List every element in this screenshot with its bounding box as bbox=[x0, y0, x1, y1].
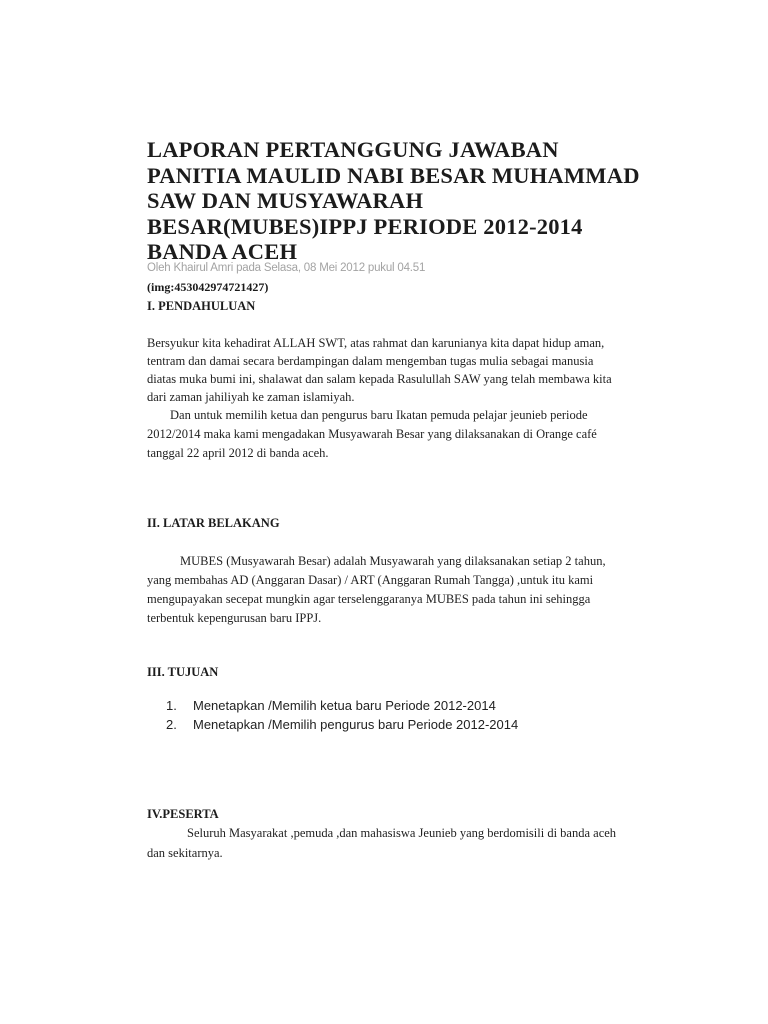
title-line: LAPORAN PERTANGGUNG JAWABAN bbox=[147, 137, 559, 162]
title-line: SAW DAN MUSYAWARAH bbox=[147, 188, 424, 213]
paragraph-line: diatas muka bumi ini, shalawat dan salam kepada Rasulullah SAW yang telah membawa kita bbox=[147, 372, 612, 386]
document-title bbox=[147, 137, 707, 265]
image-placeholder-tag: (img:453042974721427) bbox=[147, 280, 269, 294]
paragraph-line: 2012/2014 maka kami mengadakan Musyawarah Besar yang dilaksanakan di Orange café bbox=[147, 427, 597, 441]
section-heading-tujuan: III. TUJUAN bbox=[147, 665, 219, 679]
paragraph-line: Bersyukur kita kehadirat ALLAH SWT, atas rahmat dan karunianya kita dapat hidup aman, bbox=[147, 336, 605, 350]
list-item bbox=[166, 717, 518, 732]
paragraph-line: Seluruh Masyarakat ,pemuda ,dan mahasiswa Jeunieb yang berdomisili di banda aceh bbox=[187, 826, 617, 840]
paragraph-line: yang membahas AD (Anggaran Dasar) / ART (Anggaran Rumah Tangga) ,untuk itu kami bbox=[147, 573, 594, 587]
list-number: 1. bbox=[166, 698, 177, 713]
paragraph-line: terbentuk kepengurusan baru IPPJ. bbox=[147, 611, 322, 625]
paragraph-line: Dan untuk memilih ketua dan pengurus baru Ikatan pemuda pelajar jeunieb periode bbox=[170, 408, 588, 422]
section-heading-peserta: IV.PESERTA bbox=[147, 807, 219, 821]
paragraph-line: tentram dan damai secara berdampingan dalam mengemban tugas mulia sebagai manusia bbox=[147, 354, 594, 368]
section-heading-pendahuluan: I. PENDAHULUAN bbox=[147, 299, 256, 313]
list-number: 2. bbox=[166, 717, 177, 732]
paragraph-line: mengupayakan secepat mungkin agar terselenggaranya MUBES pada tahun ini sehingga bbox=[147, 592, 591, 606]
list-item-text: Menetapkan /Memilih pengurus baru Periode 2012-2014 bbox=[193, 717, 519, 732]
paragraph-line: tanggal 22 april 2012 di banda aceh. bbox=[147, 446, 329, 460]
author-byline: Oleh Khairul Amri pada Selasa, 08 Mei 2012 pukul 04.51 bbox=[147, 262, 426, 274]
title-line: BESAR(MUBES)IPPJ PERIODE 2012-2014 bbox=[147, 213, 583, 239]
title-line: PANITIA MAULID NABI BESAR MUHAMMAD bbox=[147, 162, 640, 188]
paragraph-line: dan sekitarnya. bbox=[147, 846, 223, 860]
list-item bbox=[166, 698, 496, 713]
list-item-text: Menetapkan /Memilih ketua baru Periode 2012-2014 bbox=[193, 698, 496, 713]
section-heading-latar-belakang: II. LATAR BELAKANG bbox=[147, 516, 280, 530]
title-line: BANDA ACEH bbox=[147, 239, 298, 264]
paragraph-line: MUBES (Musyawarah Besar) adalah Musyawarah yang dilaksanakan setiap 2 tahun, bbox=[180, 554, 606, 568]
paragraph-line: dari zaman jahiliyah ke zaman islamiyah. bbox=[147, 390, 355, 404]
